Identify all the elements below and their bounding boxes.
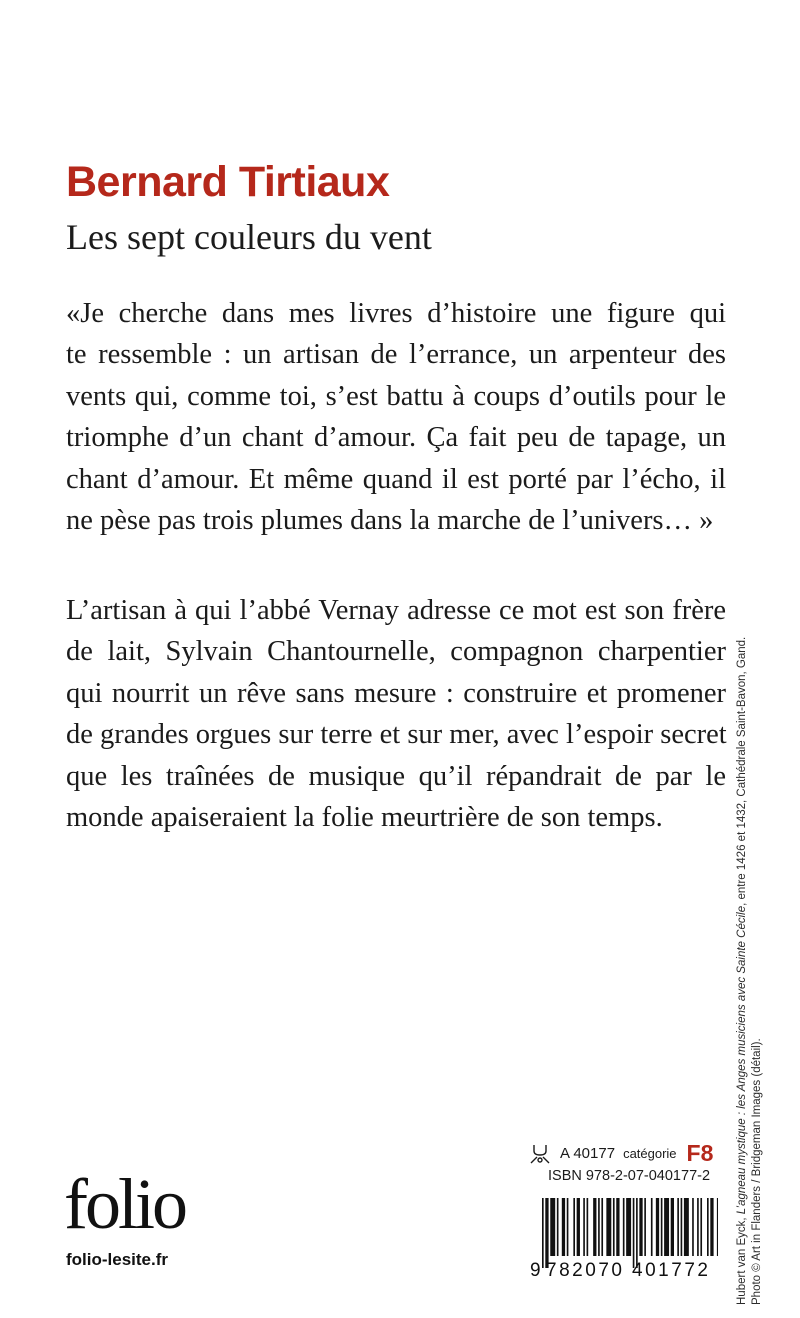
summary-line: L’artisan à qui l’abbé Vernay adresse ce mot est son frère [66,595,726,626]
barcode-bar [545,1198,548,1268]
publisher-website: folio-lesite.fr [66,1250,169,1269]
cover-image-credit [735,585,775,1305]
barcode-digits-left: 782070 [546,1260,622,1278]
barcode-bar [633,1198,635,1268]
quote-paragraph [66,293,726,541]
publisher-logo: folio [64,1164,185,1244]
barcode-bar [557,1198,559,1256]
barcode-bar [710,1198,713,1256]
category-code: F8 [686,1140,714,1166]
barcode-bar [639,1198,642,1256]
summary-line: que les traînées de musique qu’il répandrait de par le [66,760,726,792]
barcode-bar [651,1198,653,1256]
barcode-bar [616,1198,619,1256]
barcode-bar [542,1198,544,1268]
summary-line: qui nourrit un rêve sans mesure : construire et promener [66,677,726,709]
barcode-digits-right: 401772 [632,1260,708,1278]
barcode-bar [623,1198,625,1256]
barcode-bar [661,1198,663,1256]
recycle-printer-icon [528,1143,552,1165]
credit-line-photo: Photo © Art in Flanders / Bridgeman Images (détail). [751,1038,763,1305]
barcode-bar [700,1198,702,1256]
barcode-bar [697,1198,699,1256]
barcode-bar [613,1198,615,1256]
barcode-bar [598,1198,600,1256]
barcode [528,1198,718,1278]
barcode-bar [573,1198,575,1256]
summary-line: de lait, Sylvain Chantournelle, compagnon charpentier [66,636,726,668]
quote-line: ne pèse pas trois plumes dans la marche de l’univers… » [66,505,714,537]
quote-line: te ressemble : un artisan de l’errance, un arpenteur des [66,339,726,371]
summary-paragraph [66,590,726,838]
barcode-bar [626,1198,631,1256]
credit-artist: Hubert van Eyck, [736,1214,748,1305]
isbn-number: ISBN 978-2-07-040177-2 [548,1168,711,1184]
barcode-bar [681,1198,683,1256]
summary-line: de grandes orgues sur terre et sur mer, avec l’espoir secret [66,719,727,751]
summary-line: monde apaiseraient la folie meurtrière de son temps. [66,802,663,834]
barcode-digit-first: 9 [530,1260,541,1278]
book-title: Les sept couleurs du vent [66,217,432,257]
barcode-bar [636,1198,638,1268]
barcode-bar [656,1198,659,1256]
barcode-bar [644,1198,646,1256]
barcode-bar [677,1198,679,1256]
barcode-bar [684,1198,689,1256]
barcode-bar [562,1198,565,1256]
barcode-bar [587,1198,589,1256]
author-name: Bernard Tirtiaux [66,158,390,206]
barcode-bar [550,1198,555,1256]
quote-line: triomphe d’un chant d’amour. Ça fait peu de tapage, un [66,422,726,454]
barcode-bar [606,1198,611,1256]
barcode-bar [717,1198,718,1256]
credit-artwork-title: L’agneau mystique : les Anges musiciens avec Sainte Cécile [736,905,748,1215]
barcode-bar [567,1198,569,1256]
barcode-bar [601,1198,603,1256]
category-label: catégorie [623,1146,677,1161]
barcode-bar [671,1198,674,1256]
quote-line: chant d’amour. Et même quand il est porté par l’écho, il [66,463,726,495]
barcode-bar [664,1198,669,1256]
barcode-bars [542,1198,718,1268]
quote-line: vents qui, comme toi, s’est battu à coups d’outils pour le [66,380,726,412]
quote-line: «Je cherche dans mes livres d’histoire une figure qui [66,298,726,329]
credit-line-artwork [735,585,750,1305]
catalog-number: A 40177 [560,1145,616,1162]
barcode-bar [593,1198,596,1256]
catalog-reference [528,1140,713,1167]
barcode-bar [577,1198,580,1256]
barcode-bar [707,1198,709,1256]
barcode-bar [583,1198,585,1256]
barcode-bar [692,1198,694,1256]
credit-location: , entre 1426 et 1432, Cathédrale Saint-Bavon, Gand. [736,636,748,906]
